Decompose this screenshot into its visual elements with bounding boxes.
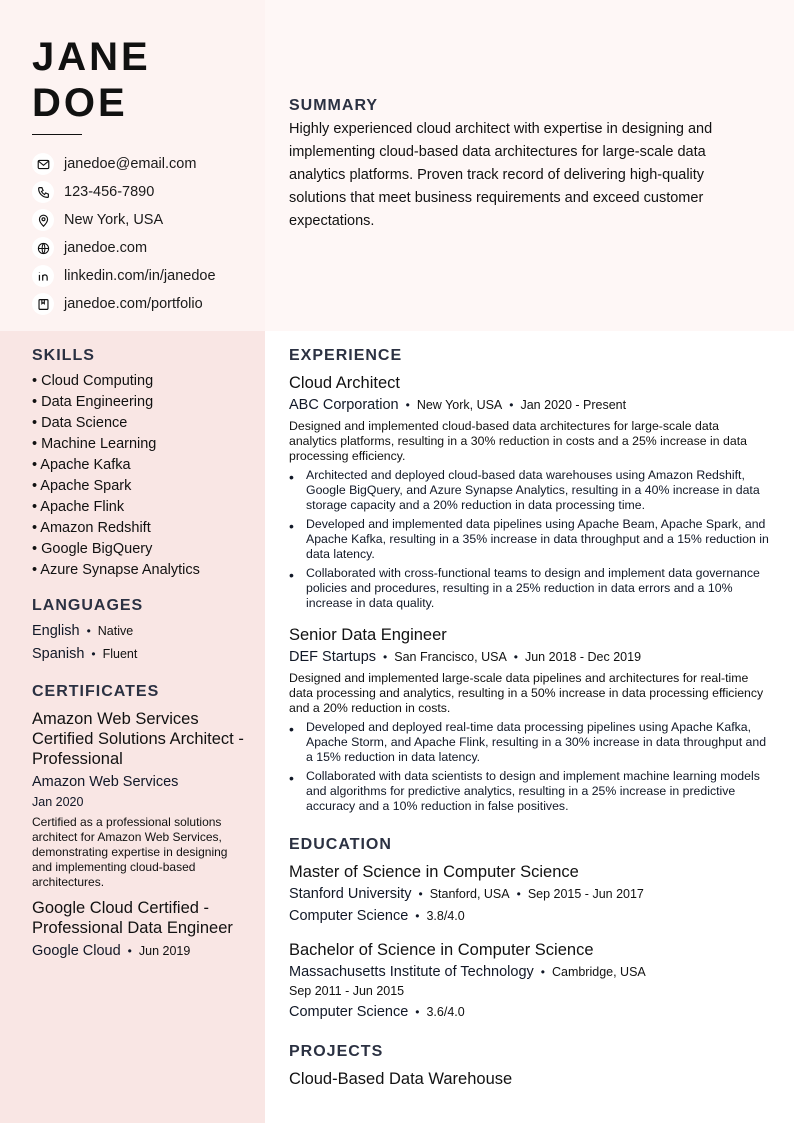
language-name: English <box>32 623 80 639</box>
education-section <box>289 836 769 1022</box>
separator-dot: • <box>418 887 423 901</box>
contact-list <box>32 150 216 318</box>
contact-website-text: janedoe.com <box>64 240 148 256</box>
location-pin-icon <box>32 209 54 231</box>
list-item: • Apache Flink <box>32 499 125 515</box>
job-description: Designed and implemented cloud-based data architectures for large-scale data analytics platforms, resulting in a 30% reduction in costs and a 25% increase in data processing efficiency. <box>289 419 747 463</box>
summary-heading: SUMMARY <box>289 97 379 114</box>
school-name: Massachusetts Institute of Technology <box>289 964 534 980</box>
education-gpa: 3.8/4.0 <box>426 909 465 923</box>
envelope-icon <box>32 153 54 175</box>
job-location: New York, USA <box>416 398 503 412</box>
certificate-date: Jan 2020 <box>32 795 84 809</box>
contact-linkedin-text: linkedin.com/in/janedoe <box>64 268 216 284</box>
degree-title: Master of Science in Computer Science <box>289 863 579 881</box>
separator-dot: • <box>86 624 91 638</box>
list-item: • Data Engineering <box>32 394 154 410</box>
education-meta <box>289 884 769 904</box>
job-company: ABC Corporation <box>289 397 399 413</box>
skills-section <box>32 347 247 581</box>
list-item: • Collaborated with cross-functional teams to design and implement data governance policies and procedures, resulting in a 25% reduction in data errors and a 10% increase in data quality. <box>289 566 769 611</box>
school-location: Stanford, USA <box>429 887 510 901</box>
education-item <box>289 862 769 926</box>
list-item: • Architected and deployed cloud-based data warehouses using Amazon Redshift, Google BigQuery, and Azure Synapse Analytics, resulting in a 40% increase in data storage capacity and a 20% reduction in data processing time. <box>289 468 769 513</box>
experience-heading: EXPERIENCE <box>289 347 403 364</box>
separator-dot: • <box>405 398 410 412</box>
contact-phone[interactable] <box>32 178 216 206</box>
skills-list <box>32 371 247 581</box>
degree-title: Bachelor of Science in Computer Science <box>289 941 594 959</box>
separator-dot: • <box>91 647 96 661</box>
summary-section <box>289 97 759 233</box>
language-name: Spanish <box>32 646 85 662</box>
school-name: Stanford University <box>289 886 412 902</box>
list-item: • Amazon Redshift <box>32 520 151 536</box>
skills-heading: SKILLS <box>32 347 95 364</box>
certificate-issuer: Amazon Web Services <box>32 774 179 790</box>
phone-icon <box>32 181 54 203</box>
projects-section <box>289 1043 769 1089</box>
separator-dot: • <box>127 944 132 958</box>
separator-dot: • <box>516 887 521 901</box>
education-meta <box>289 962 769 982</box>
language-item <box>32 621 247 642</box>
summary-text: Highly experienced cloud architect with expertise in designing and implementing cloud-based data architectures for large-scale data analytics platforms. Proven track record of delivering high-quality solutions that meet business requirements and exceed customer expectations. <box>289 121 713 229</box>
certificate-meta <box>32 941 247 961</box>
job-description: Designed and implemented large-scale data pipelines and architectures for real-time data processing and analytics, resulting in a 50% increase in data processing efficiency and a 20% reduction in costs. <box>289 671 764 715</box>
first-name: JANE <box>32 35 151 79</box>
education-field-row <box>289 1002 769 1022</box>
list-item: • Developed and implemented data pipelines using Apache Beam, Apache Spark, and Apache Kafka, resulting in a 35% increase in data throughput and a 15% reduction in data latency. <box>289 517 769 562</box>
education-dates: Sep 2015 - Jun 2017 <box>527 887 644 901</box>
job-title: Senior Data Engineer <box>289 626 447 644</box>
language-level: Fluent <box>102 647 138 661</box>
education-heading: EDUCATION <box>289 836 392 853</box>
languages-heading: LANGUAGES <box>32 597 144 614</box>
projects-heading: PROJECTS <box>289 1043 384 1060</box>
job-meta <box>289 395 769 415</box>
certificate-item <box>32 709 247 890</box>
job-dates: Jun 2018 - Dec 2019 <box>524 650 642 664</box>
education-gpa: 3.6/4.0 <box>426 1005 465 1019</box>
contact-email-text: janedoe@email.com <box>64 156 197 172</box>
job-item <box>289 625 769 814</box>
globe-icon <box>32 237 54 259</box>
list-item: • Developed and deployed real-time data processing pipelines using Apache Kafka, Apache Storm, and Apache Flink, resulting in a 30% increase in data throughput and a 15% reduction in data latency. <box>289 720 769 765</box>
school-location: Cambridge, USA <box>551 965 646 979</box>
separator-dot: • <box>383 650 388 664</box>
list-item: • Azure Synapse Analytics <box>32 562 200 578</box>
last-name: DOE <box>32 81 128 125</box>
list-item: • Apache Kafka <box>32 457 131 473</box>
candidate-name <box>32 34 151 126</box>
name-divider <box>32 134 82 135</box>
contact-linkedin[interactable] <box>32 262 216 290</box>
job-location: San Francisco, USA <box>394 650 507 664</box>
language-level: Native <box>97 624 134 638</box>
certificate-issuer: Google Cloud <box>32 943 121 959</box>
experience-section <box>289 347 769 818</box>
separator-dot: • <box>513 650 518 664</box>
contact-email[interactable] <box>32 150 216 178</box>
certificate-title: Google Cloud Certified - Professional Data Engineer <box>32 899 233 937</box>
education-field: Computer Science <box>289 1004 409 1020</box>
certificate-description: Certified as a professional solutions architect for Amazon Web Services, demonstrating expertise in designing and implementing cloud-based architectures. <box>32 815 228 889</box>
contact-website[interactable] <box>32 234 216 262</box>
education-dates: Sep 2011 - Jun 2015 <box>289 984 405 998</box>
languages-section <box>32 597 247 665</box>
education-item <box>289 940 769 1022</box>
linkedin-icon <box>32 265 54 287</box>
certificates-heading: CERTIFICATES <box>32 683 160 700</box>
job-meta <box>289 647 769 667</box>
separator-dot: • <box>540 965 545 979</box>
separator-dot: • <box>415 1005 420 1019</box>
language-item <box>32 644 247 665</box>
list-item: • Collaborated with data scientists to design and implement machine learning models and algorithms for predictive analytics, resulting in a 25% increase in predictive accuracy and a 10% reduction in false positives. <box>289 769 769 814</box>
contact-phone-text: 123-456-7890 <box>64 184 155 200</box>
job-dates: Jan 2020 - Present <box>520 398 627 412</box>
contact-location-text: New York, USA <box>64 212 164 228</box>
list-item: • Google BigQuery <box>32 541 153 557</box>
job-bullets <box>289 720 769 814</box>
list-item: • Data Science <box>32 415 128 431</box>
separator-dot: • <box>415 909 420 923</box>
job-item <box>289 373 769 611</box>
job-title: Cloud Architect <box>289 374 400 392</box>
education-field-row <box>289 906 769 926</box>
certificate-title: Amazon Web Services Certified Solutions Architect - Professional <box>32 710 244 768</box>
separator-dot: • <box>509 398 514 412</box>
list-item: • Machine Learning <box>32 436 157 452</box>
certificate-item <box>32 898 247 961</box>
job-company: DEF Startups <box>289 649 377 665</box>
project-title: Cloud-Based Data Warehouse <box>289 1070 513 1088</box>
list-item: • Apache Spark <box>32 478 132 494</box>
contact-portfolio[interactable] <box>32 290 216 318</box>
education-field: Computer Science <box>289 908 409 924</box>
list-item: • Cloud Computing <box>32 373 154 389</box>
portfolio-icon <box>32 293 54 315</box>
certificate-date: Jun 2019 <box>138 944 191 958</box>
contact-location <box>32 206 216 234</box>
contact-portfolio-text: janedoe.com/portfolio <box>64 296 203 312</box>
certificates-section <box>32 683 247 961</box>
job-bullets <box>289 468 769 611</box>
